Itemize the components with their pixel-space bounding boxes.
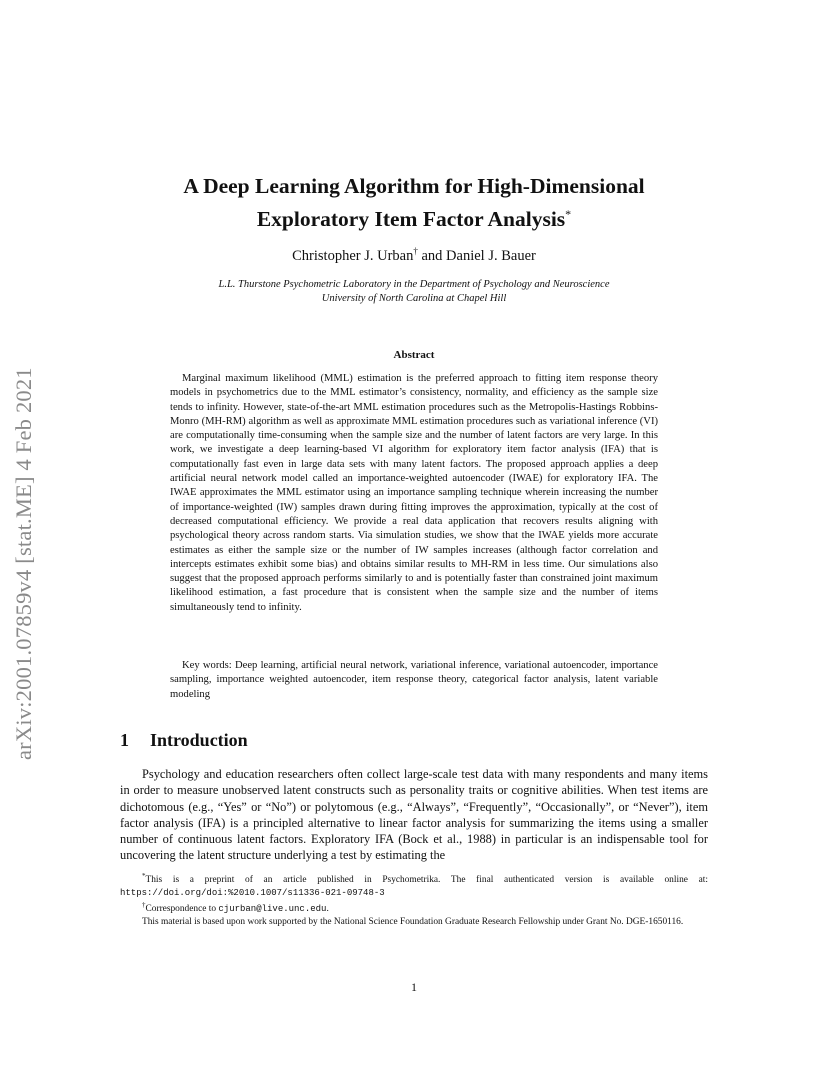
affiliation-line-1: L.L. Thurstone Psychometric Laboratory in the Department of Psychology and Neuroscience [218, 279, 610, 290]
arxiv-identifier-stamp: arXiv:2001.07859v4 [stat.ME] 4 Feb 2021 [11, 367, 36, 760]
section-number: 1 [120, 730, 129, 750]
footnote-2-text: Correspondence to [145, 904, 219, 915]
footnote-preprint [120, 870, 708, 899]
footnote-1-text: This is a preprint of an article published in Psychometrika. The final authenticated version is available online at: [145, 875, 708, 886]
abstract-heading: Abstract [393, 349, 435, 361]
intro-paragraph: Psychology and education researchers often collect large-scale test data with many respondents and many items in order to measure unobserved latent constructs such as personality traits or cognitive abilities. When test items are dichotomous (e.g., “Yes” or “No”) or polytomous (e.g., “Always”, “Frequently”, “Occasionally”, or “Never”), item factor analysis (IFA) is a principled alternative to linear factor analysis for summarizing the items using a smaller number of continuous latent factors. Exploratory IFA (Bock et al., 1988) in particular is an indispensable tool for uncovering the latent structure underlying a test by estimating the [120, 767, 708, 863]
keywords: Key words: Deep learning, artificial neural network, variational inference, variational autoencoder, importance sampling, importance weighted autoencoder, item response theory, categorical factor analysis, latent variable modeling [170, 660, 658, 700]
title-line-2-text: Exploratory Item Factor Analysis [256, 207, 566, 232]
title-line-2 [120, 200, 708, 233]
author-urban: Christopher J. Urban [292, 247, 414, 264]
doi-link[interactable]: https://doi.org/doi:%2010.1007/s11336-021-09748-3 [120, 887, 385, 898]
section-heading [120, 730, 248, 751]
affiliation-line-2: University of North Carolina at Chapel Hill [321, 293, 507, 304]
author-list [120, 246, 708, 265]
affiliation [120, 278, 708, 306]
page-number: 1 [411, 980, 417, 994]
author-footnote-marker: † [413, 246, 418, 256]
footnote-2-marker: † [142, 901, 146, 910]
title-footnote-marker: * [565, 207, 572, 221]
author-bauer: Daniel J. Bauer [446, 247, 536, 264]
paper-title [120, 172, 708, 233]
section-title: Introduction [150, 730, 248, 750]
footnote-correspondence [120, 899, 708, 916]
footnote-2-end: . [326, 904, 329, 915]
footnotes [120, 870, 708, 929]
title-line-1: A Deep Learning Algorithm for High-Dimensional [183, 174, 645, 198]
author-connector: and [417, 247, 447, 264]
email-link[interactable]: cjurban@live.unc.edu [218, 904, 327, 915]
abstract-text: Marginal maximum likelihood (MML) estimation is the preferred approach to fitting item response theory models in psychometrics due to the MML estimator’s consistency, normality, and efficiency as the sample size tends to infinity. However, state-of-the-art MML estimation procedures such as the Metropolis-Hastings Robbins-Monro (MH-RM) algorithm as well as approximate MML estimation procedures such as variational inference (VI) are computationally time-consuming when the sample size and the number of latent factors are very large. In this work, we investigate a deep learning-based VI algorithm for exploratory item factor analysis (IFA) that is computationally fast even in large data sets with many latent factors. The proposed approach applies a deep artificial neural network model called an importance-weighted autoencoder (IWAE) for exploratory IFA. The IWAE approximates the MML estimator using an importance sampling technique wherein increasing the number of importance-weighted (IW) samples drawn during fitting improves the approximation, typically at the cost of decreased computational efficiency. We provide a real data application that recovers results aligning with psychological theory across random starts. Via simulation studies, we show that the IWAE yields more accurate estimates as either the sample size or the number of IW samples increases (although factor correlation and intercepts estimates exhibit some bias) and obtains similar results to MH-RM in less time. Our simulations also suggest that the proposed approach performs similarly to and is potentially faster than constrained joint maximum likelihood estimation, a fast procedure that is consistent when the sample size and the number of items simultaneously tend to infinity. [170, 373, 658, 613]
footnote-funding: This material is based upon work supported by the National Science Foundation Graduate Research Fellowship under Grant No. DGE-1650116. [142, 917, 684, 928]
footnote-1-marker: * [142, 872, 146, 880]
